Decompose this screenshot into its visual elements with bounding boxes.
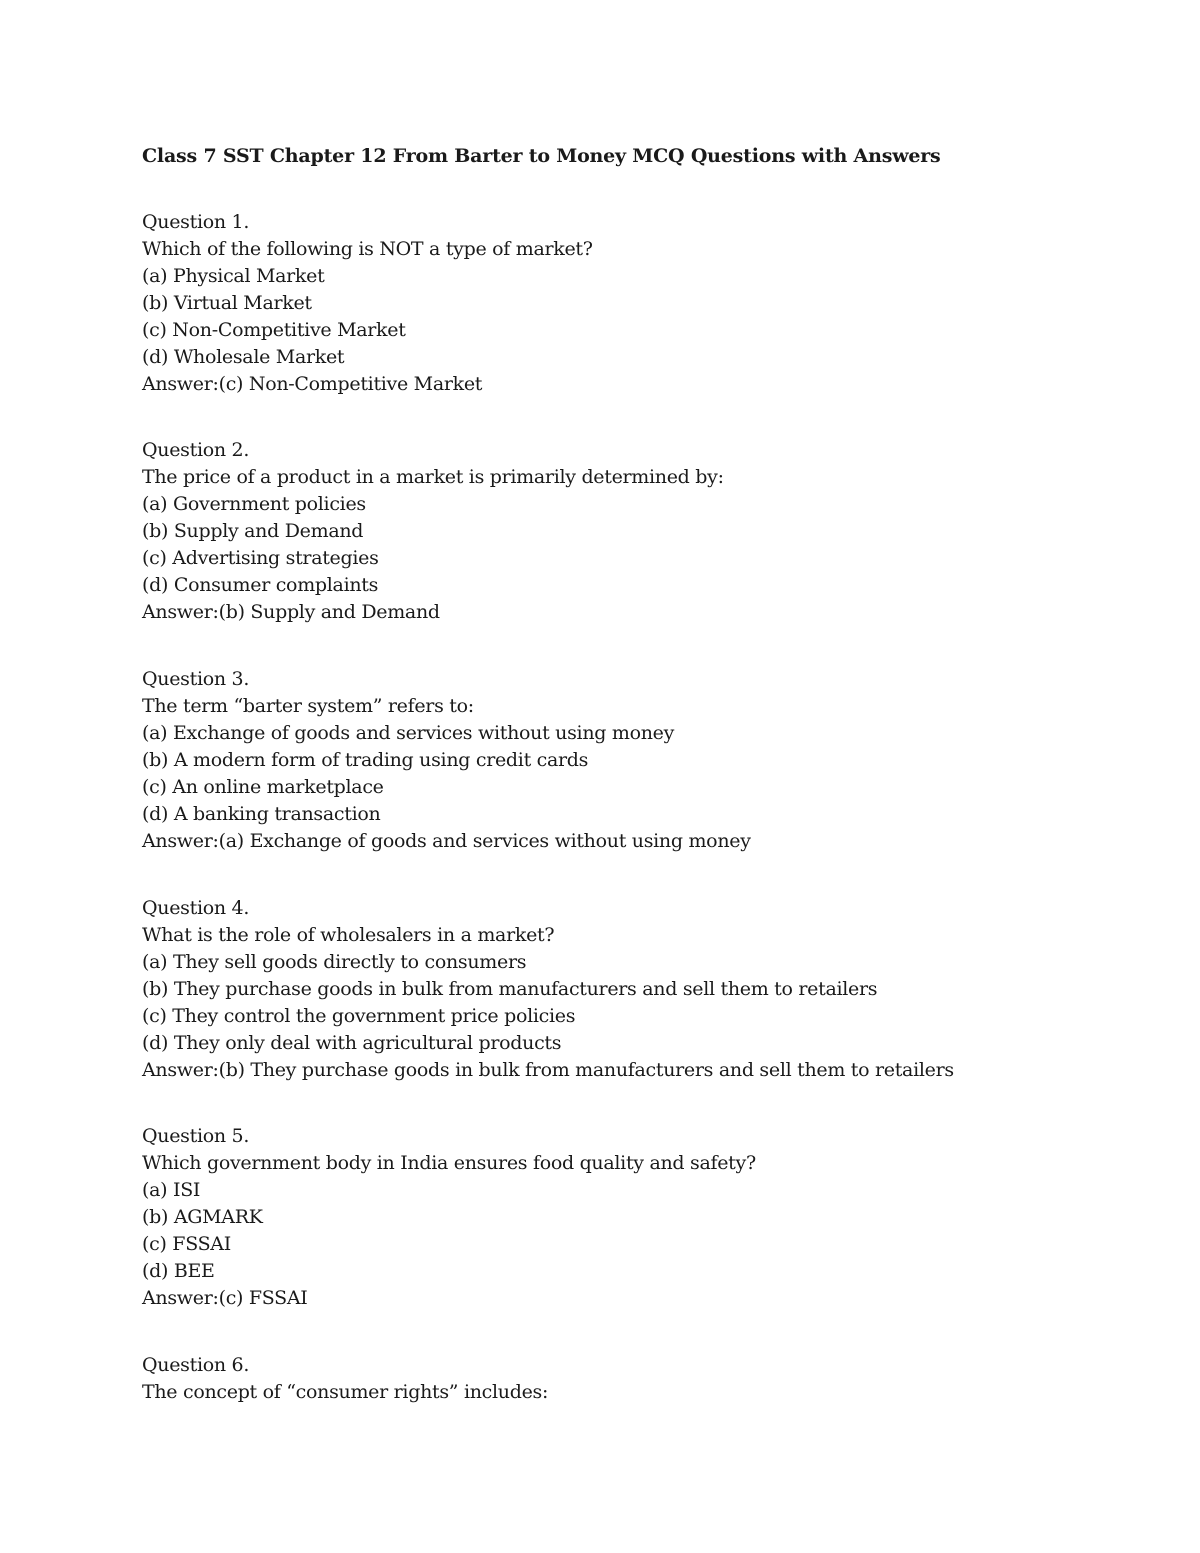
answer: Answer:(b) They purchase goods in bulk from manufacturers and sell them to retailers bbox=[142, 1059, 954, 1081]
question-heading: Question 3. bbox=[142, 668, 250, 690]
document-title: Class 7 SST Chapter 12 From Barter to Money MCQ Questions with Answers bbox=[142, 145, 941, 167]
option-a: (a) Exchange of goods and services without using money bbox=[142, 722, 675, 744]
option-b: (b) Supply and Demand bbox=[142, 520, 364, 542]
option-d: (d) BEE bbox=[142, 1260, 215, 1282]
question-text: Which government body in India ensures food quality and safety? bbox=[142, 1152, 756, 1174]
option-c: (c) FSSAI bbox=[142, 1233, 231, 1255]
answer: Answer:(b) Supply and Demand bbox=[142, 601, 440, 623]
option-d: (d) They only deal with agricultural products bbox=[142, 1032, 562, 1054]
option-b: (b) Virtual Market bbox=[142, 292, 312, 314]
question-heading: Question 4. bbox=[142, 897, 250, 919]
question-block bbox=[142, 437, 724, 626]
option-b: (b) They purchase goods in bulk from manufacturers and sell them to retailers bbox=[142, 978, 878, 1000]
answer: Answer:(c) FSSAI bbox=[142, 1287, 308, 1309]
option-a: (a) ISI bbox=[142, 1179, 201, 1201]
question-heading: Question 6. bbox=[142, 1354, 250, 1376]
question-block bbox=[142, 895, 954, 1084]
option-b: (b) A modern form of trading using credit cards bbox=[142, 749, 589, 771]
question-block bbox=[142, 1123, 756, 1312]
option-b: (b) AGMARK bbox=[142, 1206, 263, 1228]
question-heading: Question 2. bbox=[142, 439, 250, 461]
option-a: (a) Government policies bbox=[142, 493, 366, 515]
answer: Answer:(a) Exchange of goods and services without using money bbox=[142, 830, 751, 852]
question-text: What is the role of wholesalers in a market? bbox=[142, 924, 555, 946]
question-block bbox=[142, 1352, 548, 1406]
question-heading: Question 5. bbox=[142, 1125, 250, 1147]
question-text: Which of the following is NOT a type of market? bbox=[142, 238, 593, 260]
option-a: (a) Physical Market bbox=[142, 265, 325, 287]
option-c: (c) Non-Competitive Market bbox=[142, 319, 406, 341]
question-block bbox=[142, 666, 751, 855]
question-block bbox=[142, 209, 593, 398]
option-c: (c) Advertising strategies bbox=[142, 547, 379, 569]
option-d: (d) A banking transaction bbox=[142, 803, 381, 825]
question-text: The term “barter system” refers to: bbox=[142, 695, 474, 717]
option-c: (c) An online marketplace bbox=[142, 776, 384, 798]
question-heading: Question 1. bbox=[142, 211, 250, 233]
option-d: (d) Consumer complaints bbox=[142, 574, 379, 596]
option-a: (a) They sell goods directly to consumers bbox=[142, 951, 527, 973]
option-d: (d) Wholesale Market bbox=[142, 346, 345, 368]
question-text: The concept of “consumer rights” includes: bbox=[142, 1381, 549, 1403]
answer: Answer:(c) Non-Competitive Market bbox=[142, 373, 483, 395]
option-c: (c) They control the government price policies bbox=[142, 1005, 576, 1027]
question-text: The price of a product in a market is primarily determined by: bbox=[142, 466, 724, 488]
